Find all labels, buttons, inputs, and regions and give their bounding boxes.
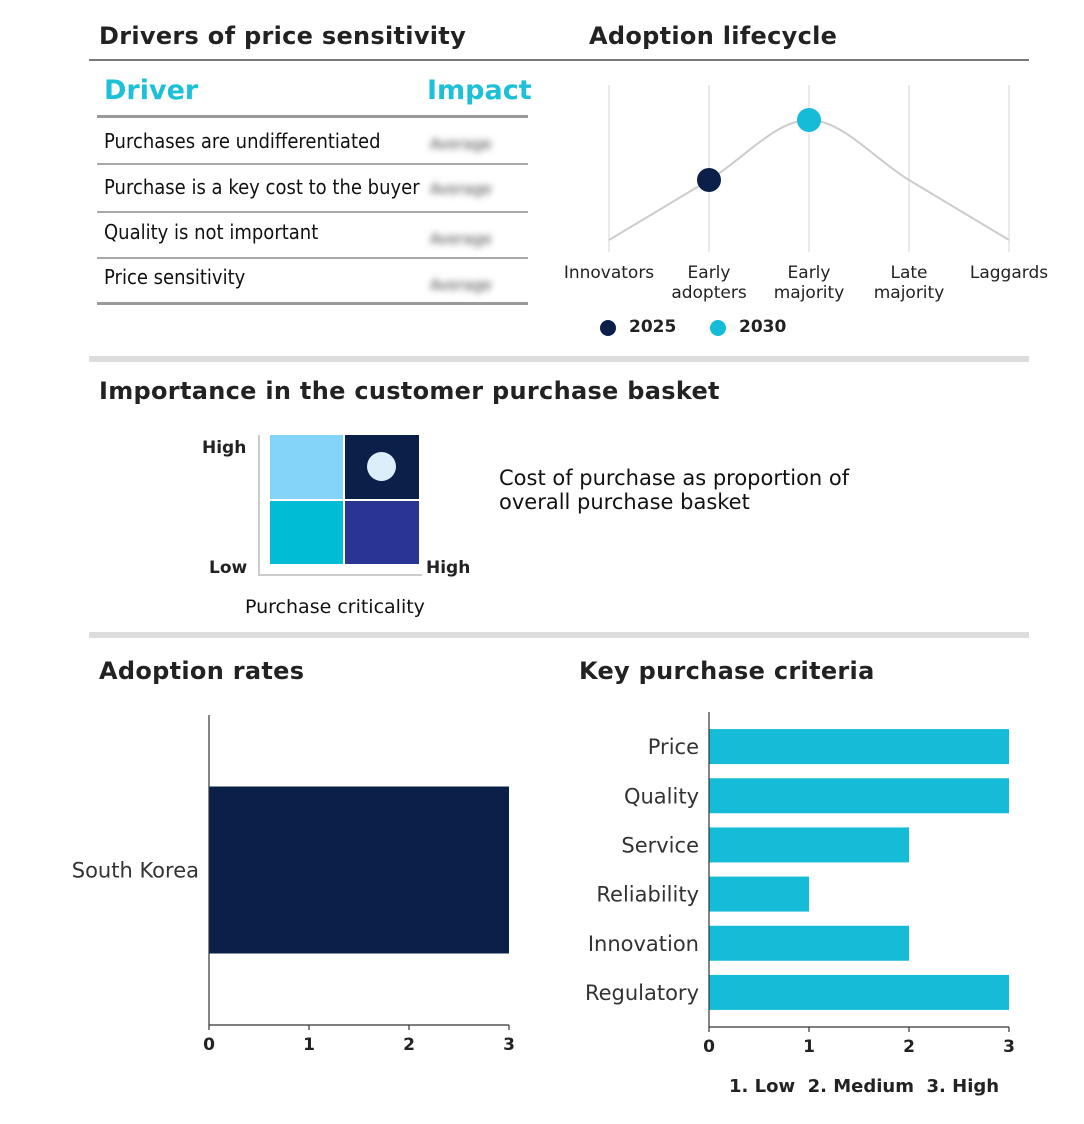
impact-value: Average — [430, 276, 492, 294]
matrix-x-axis — [258, 574, 422, 576]
adoption-rates-title: Adoption rates — [99, 657, 305, 685]
lifecycle-stage-label: Early majority — [773, 263, 845, 303]
legend-2030-dot-icon — [710, 320, 726, 336]
matrix-marker-icon — [367, 452, 396, 481]
category-label: Innovation — [587, 931, 699, 956]
driver-row-text: Quality is not important — [104, 220, 319, 244]
x-tick-label: 1 — [303, 1035, 315, 1055]
section-divider — [89, 632, 1029, 638]
impact-header: Impact — [427, 75, 532, 106]
table-header-line — [97, 115, 528, 118]
basket-title: Importance in the customer purchase basket — [99, 377, 720, 405]
legend-2025-label: 2025 — [629, 317, 677, 337]
x-tick-label: 1 — [803, 1037, 815, 1057]
matrix-y-high-label: High — [202, 438, 247, 458]
lifecycle-stage-label: Early adopters — [671, 263, 747, 303]
matrix-cell-high-high — [345, 435, 419, 499]
category-label: Service — [621, 833, 699, 858]
bar-regulatory — [709, 975, 1009, 1010]
lifecycle-stage-label: Laggards — [969, 263, 1049, 283]
matrix-x-high-label: High — [426, 558, 471, 578]
driver-row-text: Price sensitivity — [104, 265, 246, 289]
kpc-scale-legend: 1. Low 2. Medium 3. High — [729, 1076, 1000, 1097]
kpc-chart — [540, 700, 1060, 1070]
lifecycle-title: Adoption lifecycle — [589, 22, 838, 50]
adoption-rates-chart — [40, 700, 540, 1070]
lifecycle-chart — [540, 70, 1070, 320]
driver-row-text: Purchases are undifferentiated — [104, 129, 381, 153]
lifecycle-stage-label: Innovators — [563, 263, 655, 283]
bar-quality — [709, 778, 1009, 813]
matrix-y-low-label: Low — [209, 558, 248, 578]
bar-reliability — [709, 877, 809, 912]
matrix-y-axis — [258, 435, 260, 576]
impact-value: Average — [430, 230, 492, 248]
driver-row-text: Purchase is a key cost to the buyer — [104, 175, 420, 199]
top-divider — [89, 59, 1029, 61]
category-label: Quality — [623, 784, 699, 809]
x-tick-label: 0 — [203, 1035, 215, 1055]
matrix-cell-low-low — [270, 501, 343, 564]
impact-value: Average — [430, 135, 492, 153]
category-label: Regulatory — [584, 980, 699, 1005]
matrix-cell-high-low — [270, 435, 343, 499]
bar-south-korea — [209, 787, 509, 954]
bar-service — [709, 827, 909, 862]
x-tick-label: 3 — [1003, 1037, 1015, 1057]
category-label: Reliability — [596, 882, 699, 907]
matrix-x-label: Purchase criticality — [245, 596, 425, 618]
table-row-line — [97, 211, 528, 213]
drivers-title: Drivers of price sensitivity — [99, 22, 467, 50]
x-tick-label: 3 — [503, 1035, 515, 1055]
lifecycle-stage-label: Late majority — [873, 263, 945, 303]
x-tick-label: 0 — [703, 1037, 715, 1057]
legend-2030-label: 2030 — [739, 317, 787, 337]
table-bottom-line — [97, 302, 528, 305]
x-tick-label: 2 — [403, 1035, 415, 1055]
section-divider — [89, 356, 1029, 362]
legend-2025-dot-icon — [600, 320, 616, 336]
x-tick-label: 2 — [903, 1037, 915, 1057]
lifecycle-marker-2025 — [697, 168, 721, 192]
driver-header: Driver — [104, 75, 199, 106]
table-row-line — [97, 163, 528, 165]
lifecycle-legend — [600, 316, 840, 340]
category-label: South Korea — [71, 858, 199, 883]
category-label: Price — [647, 735, 699, 760]
impact-value: Average — [430, 180, 492, 198]
lifecycle-marker-2030 — [797, 108, 821, 132]
bar-innovation — [709, 926, 909, 961]
table-row-line — [97, 257, 528, 259]
bar-price — [709, 729, 1009, 764]
basket-caption: Cost of purchase as proportion of overall purchase basket — [499, 466, 850, 514]
matrix-cell-low-high — [345, 501, 419, 564]
kpc-title: Key purchase criteria — [579, 657, 875, 685]
